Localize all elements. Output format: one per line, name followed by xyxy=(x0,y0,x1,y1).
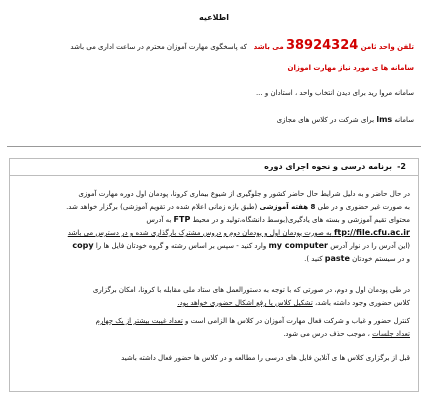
p1-line1: در حال حاضر و به دلیل شرایط حال حاضر کشور و جلوگیری از شیوع بیماری کرونا، پودمان اول دوره مهارت آموزی xyxy=(78,190,410,198)
p1-line2-b: 8 هفته آموزشی xyxy=(259,203,316,211)
lms-word: lms xyxy=(376,115,393,124)
section-header xyxy=(9,158,419,176)
p1-line5 xyxy=(16,240,410,252)
p1-line4-rest: به صورت پودمان اول و پودمان دوم و دروس مشترک بارگذاری شده و در دسترس می باشد xyxy=(67,229,332,237)
p1-line5-a: (این آدرس را در نوار آدرس xyxy=(330,242,410,250)
p2-line2-a: کلاس حضوری وجود داشته باشد، xyxy=(315,299,410,307)
p3-line2 xyxy=(16,328,410,340)
ftp-word: FTP xyxy=(173,215,191,224)
paste-word: paste xyxy=(324,254,350,263)
p1-line2-c: (طبق بازه زمانی اعلام شده در تقویم آموزشی) برگزار خواهد شد. xyxy=(66,203,258,211)
section-number: 2- xyxy=(397,162,406,171)
section-title: برنامه درسی و نحوه اجرای دوره xyxy=(264,162,392,171)
lms-prefix: سامانه xyxy=(394,116,414,124)
p3-line1 xyxy=(16,315,410,327)
p2-line1: در طی پودمان اول و دوم، در صورتی که با توجه به دستورالعمل های ستاد ملی مقابله با کرونا، امکان برگزاری xyxy=(92,286,410,294)
p3-line1-a: کنترل حضور و غیاب و شرکت فعال مهارت آموزان در کلاس ها الزامی است و xyxy=(185,317,410,325)
p2-line2-b: تشکیل کلاس یا رفع اشکال حضوری خواهد بود. xyxy=(177,299,313,307)
p2-line2 xyxy=(16,297,410,309)
p1-line3-b: به آدرس xyxy=(146,216,172,224)
announcement-title: اطلاعیه xyxy=(199,13,229,22)
phone-rest: که پاسخگوی مهارت آموزان محترم در ساعت اداری می باشد xyxy=(70,43,247,51)
p1-line3-a: محتوای تقیم آموزشی و بسته های یادگیری(بوسط دانشگاه،تولید و در محیط xyxy=(192,216,410,224)
p1-line3 xyxy=(16,214,410,226)
p1-line6-b: کنید ). xyxy=(304,255,323,263)
p4-line: قبل از برگزاری کلاس ها ی آنلاین فایل های درسی را مطالعه و در کلاس ها حضور فعال داشته باشید xyxy=(121,354,410,362)
lms-rest: برای شرکت در کلاس های مجازی xyxy=(276,116,375,124)
systems-heading: سامانه ها ی مورد نیاز مهارت آموزان xyxy=(287,64,414,72)
copy-word: copy xyxy=(72,241,94,250)
lms-line xyxy=(10,115,414,124)
phone-number: 38924324 xyxy=(285,38,359,53)
marvarid-line: سامانه مروا رید برای دیدن انتخاب واحد ، استادان و ... xyxy=(255,89,414,97)
p1-line6 xyxy=(16,253,410,265)
p3-line2-a: تعداد جلسات xyxy=(372,330,410,338)
phone-suffix: می باشد xyxy=(253,43,284,51)
p1-line4 xyxy=(16,227,410,239)
p3-line1-b: تعداد غیبت بیشتر از یک چهارم xyxy=(95,317,183,325)
p1-line2 xyxy=(16,201,410,213)
p1-line6-a: و در سیستم خودتان xyxy=(352,255,410,263)
p1-line2-a: به صورت غیر حضوری و در طی xyxy=(317,203,410,211)
phone-line xyxy=(10,38,414,53)
p3-line2-b: ، موجب حذف درس می شود. xyxy=(283,330,370,338)
ftp-url-link[interactable]: ftp://file.cfu.ac.ir xyxy=(333,228,410,237)
my-computer-word: my computer xyxy=(268,241,328,250)
p1-line5-b: وارد کنید - سپس بر اساس رشته و گروه خودتان فایل ها را xyxy=(95,242,267,250)
announcement-frame xyxy=(7,3,421,147)
phone-prefix: تلفن واحد ثامن xyxy=(360,43,414,51)
